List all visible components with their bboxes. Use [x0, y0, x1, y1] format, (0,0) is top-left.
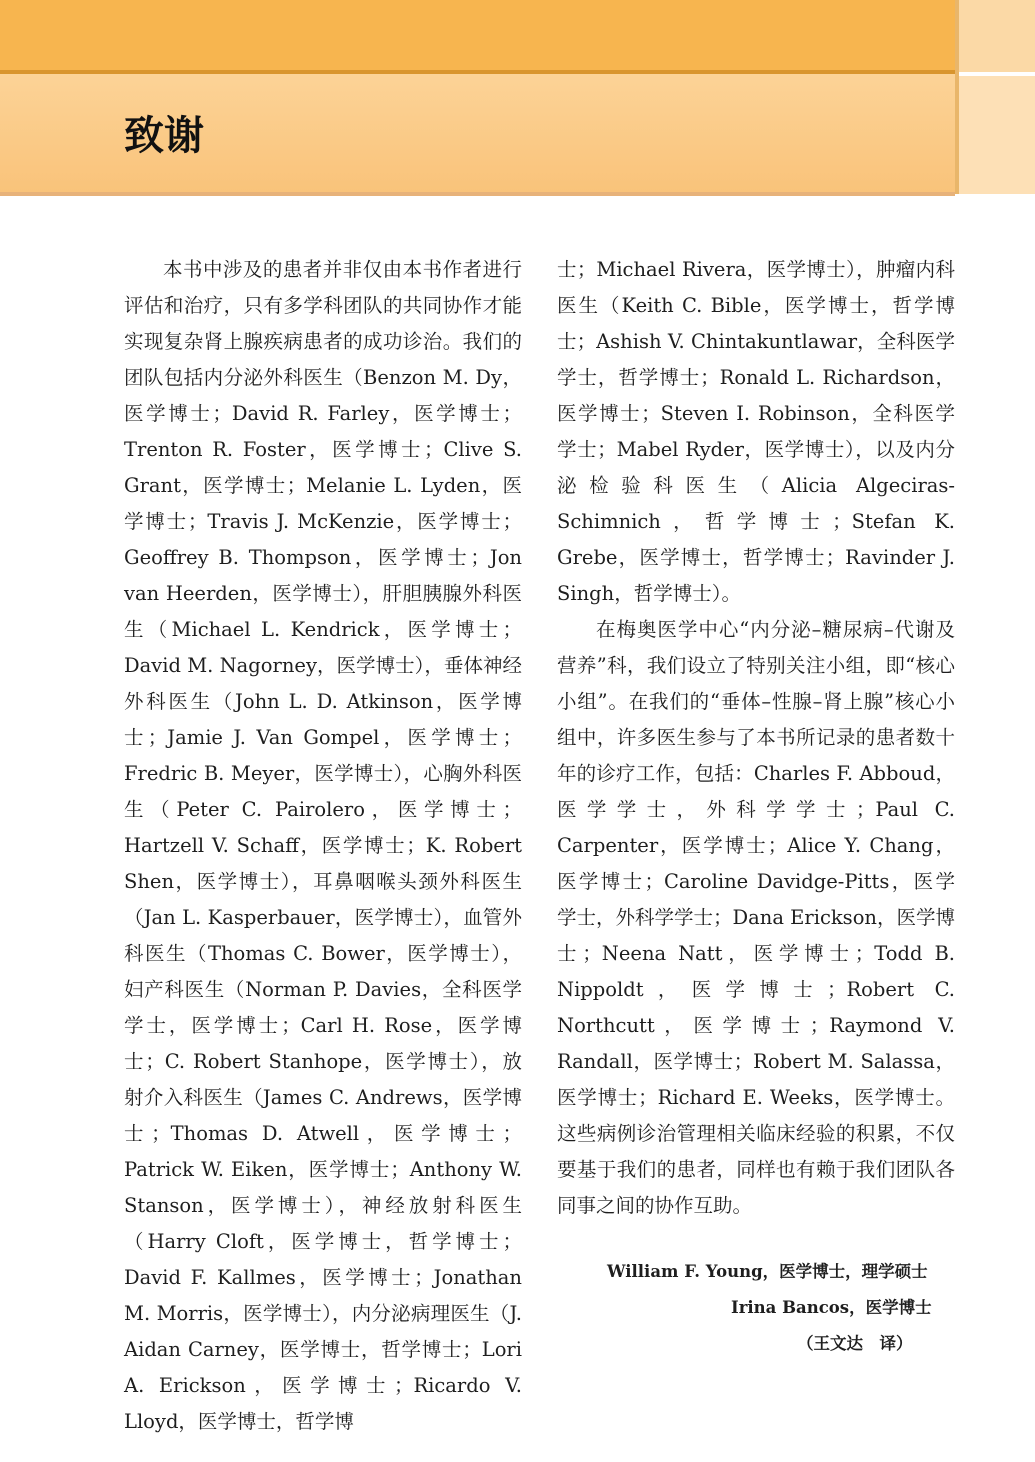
- signature-author-1: William F. Young，医学博士，理学硕士: [607, 1262, 928, 1281]
- signature-author-2: Irina Bancos，医学博士: [731, 1298, 932, 1317]
- header-bottom-line: [0, 192, 955, 196]
- page-title: 致谢: [124, 113, 204, 159]
- signature-block: [557, 1254, 955, 1362]
- acknowledgement-paragraph-2: 在梅奥医学中心“内分泌–糖尿病–代谢及营养”科，我们设立了特别关注小组，即“核心小组”。在我们的“垂体–性腺–肾上腺”核心小组中，许多医生参与了本书所记录的患者数十年的诊疗工作，包括：Charles F. Abboud，医学学士，外科学学士；Paul C. Carpenter，医学博士；Alice Y. Chang，医学博士；Caroline Davidge-Pitts，医学学士，外科学学士；Dana Erickson，医学博士；Neena Natt，医学博士；Todd B. Nippoldt，医学博士；Robert C. Northcutt，医学博士；Raymond V. Randall，医学博士；Robert M. Salassa，医学博士；Richard E. Weeks，医学博士。这些病例诊治管理相关临床经验的积累，不仅要基于我们的患者，同样也有赖于我们团队各同事之间的协作互助。: [557, 618, 955, 1217]
- right-column: [557, 252, 955, 1362]
- header-corner-tab-bottom: [959, 76, 1035, 194]
- header-top-band: [0, 0, 955, 70]
- acknowledgement-paragraph-1-continued: 士；Michael Rivera，医学博士），肿瘤内科医生（Keith C. Bible，医学博士，哲学博士；Ashish V. Chintakuntlawar，全科医学学士，哲学博士；Ronald L. Richardson，医学博士；Steven I. Robinson，全科医学学士；Mabel Ryder，医学博士），以及内分泌检验科医生（Alicia Algeciras-Schimnich，哲学博士；Stefan K. Grebe，医学博士，哲学博士；Ravinder J. Singh，哲学博士）。: [557, 258, 955, 605]
- acknowledgement-paragraph-1: 本书中涉及的患者并非仅由本书作者进行评估和治疗，只有多学科团队的共同协作才能实现复杂肾上腺疾病患者的成功诊治。我们的团队包括内分泌外科医生（Benzon M. Dy，医学博士；David R. Farley，医学博士；Trenton R. Foster，医学博士；Clive S. Grant，医学博士；Melanie L. Lyden，医学博士；Travis J. McKenzie，医学博士；Geoffrey B. Thompson，医学博士；Jon van Heerden，医学博士），肝胆胰腺外科医生（Michael L. Kendrick，医学博士；David M. Nagorney，医学博士），垂体神经外科医生（John L. D. Atkinson，医学博士；Jamie J. Van Gompel，医学博士；Fredric B. Meyer，医学博士），心胸外科医生（Peter C. Pairolero，医学博士；Hartzell V. Schaff，医学博士；K. Robert Shen，医学博士），耳鼻咽喉头颈外科医生（Jan L. Kasperbauer，医学博士），血管外科医生（Thomas C. Bower，医学博士），妇产科医生（Norman P. Davies，全科医学学士，医学博士；Carl H. Rose，医学博士；C. Robert Stanhope，医学博士），放射介入科医生（James C. Andrews，医学博士；Thomas D. Atwell，医学博士；Patrick W. Eiken，医学博士；Anthony W. Stanson，医学博士），神经放射科医生（Harry Cloft，医学博士，哲学博士；David F. Kallmes，医学博士；Jonathan M. Morris，医学博士），内分泌病理医生（J. Aidan Carney，医学博士，哲学博士；Lori A. Erickson，医学博士；Ricardo V. Lloyd，医学博士，哲学博: [124, 258, 522, 1433]
- left-column: [124, 252, 522, 1440]
- header-corner-tab-top: [959, 0, 1035, 72]
- translator-credit: （王文达 译）: [797, 1334, 913, 1353]
